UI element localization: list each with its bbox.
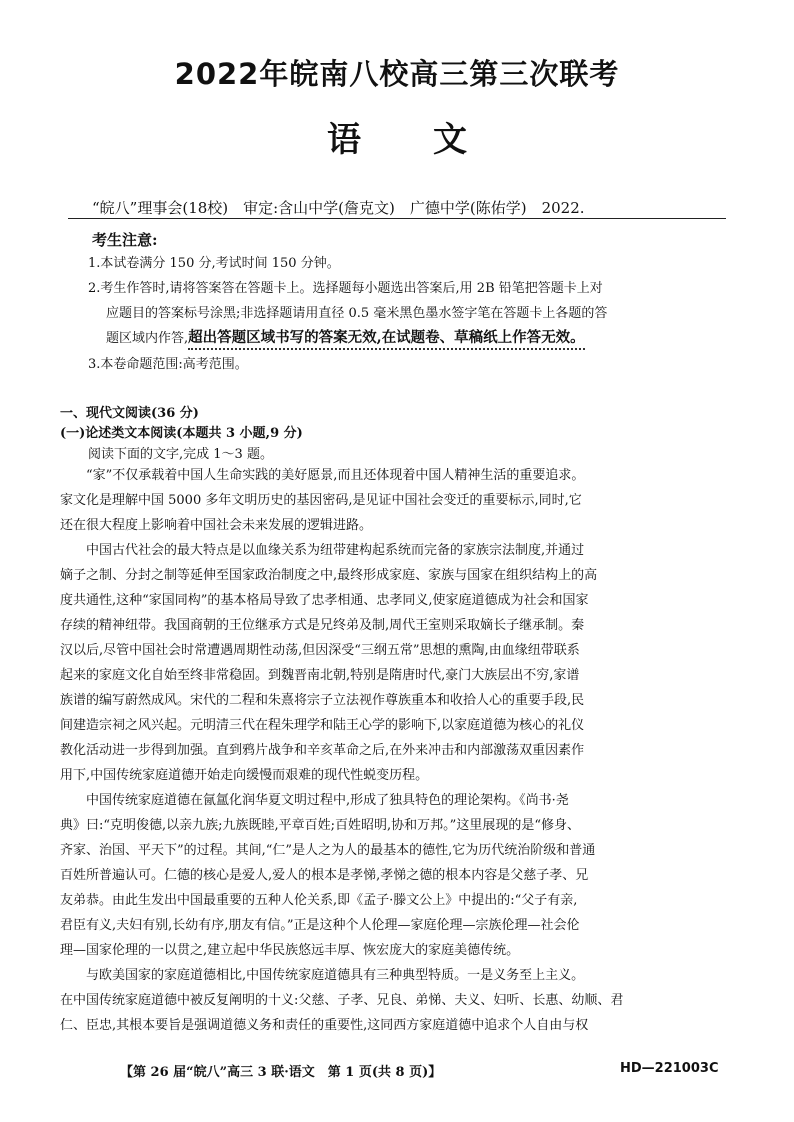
passage-line: 齐家、治国、平天下”的过程。其间,“仁”是人之为人的最基本的德性,它为历代统治阶级和普通 (60, 843, 596, 858)
passage-line: 用下,中国传统家庭道德开始走向缓慢而艰难的现代性蜕变历程。 (60, 768, 429, 783)
passage-line: 百姓所普遍认可。仁德的核心是爱人,爱人的根本是孝悌,孝悌之德的根本内容是父慈子孝、兄 (60, 868, 589, 883)
subsection-heading: (一)论述类文本阅读(本题共 3 小题,9 分) (60, 426, 303, 441)
passage-line: 中国古代社会的最大特点是以血缘关系为纽带建构起系统而完备的家族宗法制度,并通过 (60, 543, 585, 558)
passage-line: 起来的家庭文化自始至终非常稳固。到魏晋南北朝,特别是隋唐时代,豪门大族层出不穷,家谱 (60, 668, 580, 683)
exam-code: HD—221003C (620, 1061, 719, 1076)
passage-line: 家文化是理解中国 5000 多年文明历史的基因密码,是见证中国社会变迁的重要标示,同时,它 (60, 493, 582, 508)
passage-line: 教化活动进一步得到加强。直到鸦片战争和辛亥革命之后,在外来冲击和内部激荡双重因素作 (60, 743, 585, 758)
passage-line: 汉以后,尽管中国社会时常遭遇周期性动荡,但因深受“三纲五常”思想的熏陶,由血缘纽带联系 (60, 643, 580, 658)
notice-item-3: 3.本卷命题范围:高考范围。 (88, 357, 248, 372)
passage-line: 存续的精神纽带。我国商朝的王位继承方式是兄终弟及制,周代王室则采取嫡长子继承制。秦 (60, 618, 585, 633)
section-heading: 一、现代文阅读(36 分) (60, 406, 199, 421)
notice-item-2-prefix: 题区域内作答, (106, 331, 189, 346)
passage-line: 还在很大程度上影响着中国社会未来发展的逻辑进路。 (60, 518, 373, 533)
exam-title: 2022年皖南八校高三第三次联考 (174, 57, 620, 91)
passage-line: 君臣有义,夫妇有别,长幼有序,朋友有信。”正是这种个人伦理—家庭伦理—宗族伦理—社会伦 (60, 918, 580, 933)
passage-line: 理—国家伦理的一以贯之,建立起中华民族悠远丰厚、恢宏庞大的家庭美德传统。 (60, 943, 520, 958)
subject-title: 语文 (327, 120, 539, 160)
passage-line: 族谱的编写蔚然成风。宋代的二程和朱熹将宗子立法视作尊族重本和收拾人心的重要手段,民 (60, 693, 585, 708)
passage-line: 在中国传统家庭道德中被反复阐明的十义:父慈、子孝、兄良、弟悌、夫义、妇听、长惠、幼顺、君 (60, 993, 624, 1008)
header-rule (68, 218, 726, 219)
passage-line: 中国传统家庭道德在氤氲化润华夏文明过程中,形成了独具特色的理论架构。《尚书·尧 (60, 793, 569, 808)
notice-item-1: 1.本试卷满分 150 分,考试时间 150 分钟。 (88, 256, 340, 271)
notice-warning: 超出答题区域书写的答案无效,在试题卷、草稿纸上作答无效。 (188, 329, 585, 350)
notice-item-2-line-3 (106, 326, 585, 347)
notice-item-2-line-2: 应题目的答案标号涂黑;非选择题请用直径 0.5 毫米黑色墨水签字笔在答题卡上各题的答 (106, 306, 608, 321)
council-line: “皖八”理事会(18校) 审定:含山中学(詹克文) 广德中学(陈佑学) 2022. (92, 199, 585, 217)
notice-heading: 考生注意: (92, 231, 158, 249)
passage-line: 友弟恭。由此生发出中国最重要的五种人伦关系,即《孟子·滕文公上》中提出的:“父子有亲, (60, 893, 578, 908)
passage-line: 嫡子之制、分封之制等延伸至国家政治制度之中,最终形成家庭、家族与国家在组织结构上的高 (60, 568, 598, 583)
reading-instruction: 阅读下面的文字,完成 1～3 题。 (88, 447, 273, 462)
passage-line: 与欧美国家的家庭道德相比,中国传统家庭道德具有三种典型特质。一是义务至上主义。 (60, 968, 585, 983)
page-footer: 【第 26 届“皖八”高三 3 联·语文 第 1 页(共 8 页)】 (120, 1065, 442, 1080)
passage-line: 度共通性,这种“家国同构”的基本格局导致了忠孝相通、忠孝同义,使家庭道德成为社会和国家 (60, 593, 589, 608)
passage-line: 典》曰:“克明俊德,以亲九族;九族既睦,平章百姓;百姓昭明,协和万邦。”这里展现的是“修身、 (60, 818, 580, 833)
passage-line: “家”不仅承载着中国人生命实践的美好愿景,而且还体现着中国人精神生活的重要追求。 (60, 468, 585, 483)
passage-line: 仁、臣忠,其根本要旨是强调道德义务和责任的重要性,这同西方家庭道德中追求个人自由与权 (60, 1018, 589, 1033)
notice-item-2-line-1: 2.考生作答时,请将答案答在答题卡上。选择题每小题选出答案后,用 2B 铅笔把答题卡上对 (88, 281, 603, 296)
passage-line: 间建造宗祠之风兴起。元明清三代在程朱理学和陆王心学的影响下,以家庭道德为核心的礼仪 (60, 718, 585, 733)
